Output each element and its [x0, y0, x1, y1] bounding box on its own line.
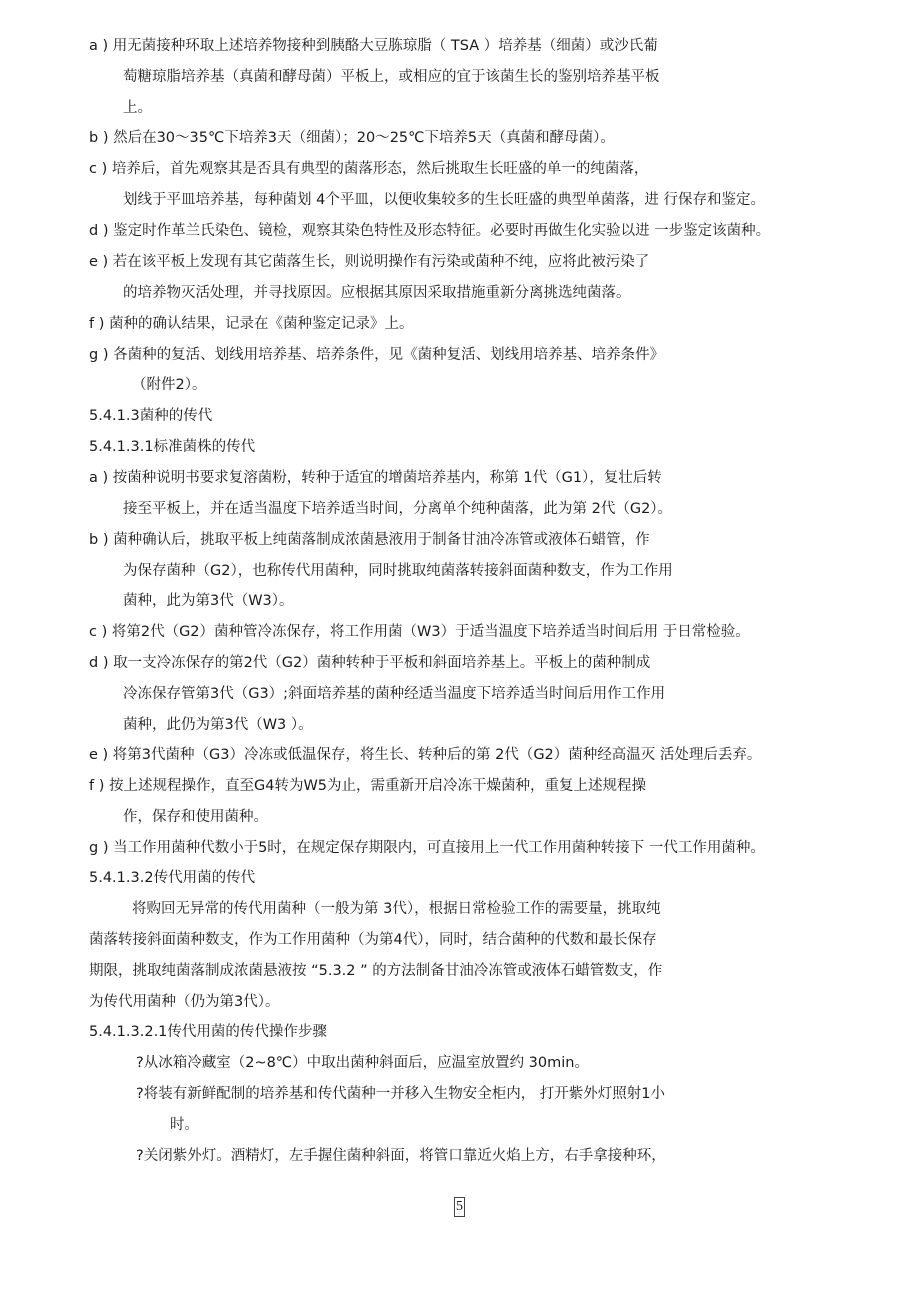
- text-line: 菌种，此仍为第3代（W3 ）。: [123, 717, 313, 733]
- text-line: 将购回无异常的传代用菌种（一般为第 3代），根据日常检验工作的需要量，挑取纯: [132, 901, 661, 917]
- text-line: f ) 菌种的确认结果，记录在《菌种鉴定记录》上。: [89, 316, 414, 332]
- text-line: ?关闭紫外灯。酒精灯，左手握住菌种斜面，将管口靠近火焰上方，右手拿接种环，: [136, 1148, 666, 1164]
- text-line: 上。: [123, 100, 152, 116]
- text-line: 萄糖琼脂培养基（真菌和酵母菌）平板上，或相应的宜于该菌生长的鉴别培养基平板: [123, 69, 660, 85]
- text-line: f ) 按上述规程操作，直至G4转为W5为止，需重新开启冷冻干燥菌种，重复上述规程操: [89, 778, 647, 794]
- text-line: 时。: [170, 1117, 199, 1133]
- text-line: c ) 将第2代（G2）菌种管冷冻保存，将工作用菌（W3）于适当温度下培养适当时间后用 于日常检验。: [89, 624, 750, 640]
- text-line: 划线于平皿培养基，每种菌划 4个平皿，以便收集较多的生长旺盛的典型单菌落，进 行保存和鉴定。: [123, 192, 765, 208]
- text-line: （附件2）。: [132, 377, 207, 393]
- text-line: a ) 用无菌接种环取上述培养物接种到胰酪大豆胨琼脂（ TSA ）培养基（细菌）或沙氏葡: [89, 38, 658, 54]
- text-line: e ) 若在该平板上发现有其它菌落生长，则说明操作有污染或菌种不纯，应将此被污染了: [89, 254, 650, 270]
- section-heading: 5.4.1.3.2传代用菌的传代: [89, 870, 256, 886]
- text-line: d ) 取一支冷冻保存的第2代（G2）菌种转种于平板和斜面培养基上。平板上的菌种制成: [89, 655, 651, 671]
- text-line: 期限，挑取纯菌落制成浓菌悬液按 “5.3.2 ” 的方法制备甘油冷冻管或液体石蜡管数支，作: [89, 963, 663, 979]
- section-heading: 5.4.1.3菌种的传代: [89, 408, 213, 424]
- text-line: 作，保存和使用菌种。: [123, 809, 268, 825]
- text-line: g ) 当工作用菌种代数小于5时，在规定保存期限内，可直接用上一代工作用菌种转接下 一代工作用菌种。: [89, 840, 765, 856]
- text-line: 接至平板上，并在适当温度下培养适当时间，分离单个纯种菌落，此为第 2代（G2）。: [123, 501, 673, 517]
- text-line: g ) 各菌种的复活、划线用培养基、培养条件，见《菌种复活、划线用培养基、培养条件》: [89, 347, 665, 363]
- text-line: 冷冻保存管第3代（G3）;斜面培养基的菌种经适当温度下培养适当时间后用作工作用: [123, 686, 666, 702]
- text-line: 为保存菌种（G2），也称传代用菌种，同时挑取纯菌落转接斜面菌种数支，作为工作用: [123, 563, 673, 579]
- text-line: e ) 将第3代菌种（G3）冷冻或低温保存，将生长、转种后的第 2代（G2）菌种经高温灭 活处理后丢弃。: [89, 747, 762, 763]
- text-line: 菌种，此为第3代（W3）。: [123, 593, 294, 609]
- text-line: ?将装有新鲜配制的培养基和传代菌种一并移入生物安全柜内， 打开紫外灯照射1小: [136, 1086, 666, 1102]
- text-line: b ) 菌种确认后，挑取平板上纯菌落制成浓菌悬液用于制备甘油冷冻管或液体石蜡管，作: [89, 532, 650, 548]
- text-line: b ) 然后在30～35℃下培养3天（细菌）；20～25℃下培养5天（真菌和酵母菌）。: [89, 130, 615, 146]
- text-line: 为传代用菌种（仍为第3代）。: [89, 994, 280, 1010]
- section-heading: 5.4.1.3.2.1传代用菌的传代操作步骤: [89, 1024, 327, 1040]
- text-line: d ) 鉴定时作革兰氏染色、镜检，观察其染色特性及形态特征。必要时再做生化实验以进 一步鉴定该菌种。: [89, 223, 771, 239]
- text-line: 菌落转接斜面菌种数支，作为工作用菌种（为第4代），同时，结合菌种的代数和最长保存: [89, 932, 657, 948]
- text-line: 的培养物灭活处理，并寻找原因。应根据其原因采取措施重新分离挑选纯菌落。: [123, 285, 631, 301]
- text-line: a ) 按菌种说明书要求复溶菌粉，转种于适宜的增菌培养基内，称第 1代（G1），复壮后转: [89, 470, 662, 486]
- text-line: ?从冰箱冷藏室（2~8℃）中取出菌种斜面后，应温室放置约 30min。: [136, 1055, 589, 1071]
- page-number: 5: [454, 1197, 465, 1217]
- text-line: c ) 培养后，首先观察其是否具有典型的菌落形态，然后挑取生长旺盛的单一的纯菌落，: [89, 161, 649, 177]
- section-heading: 5.4.1.3.1标准菌株的传代: [89, 439, 256, 455]
